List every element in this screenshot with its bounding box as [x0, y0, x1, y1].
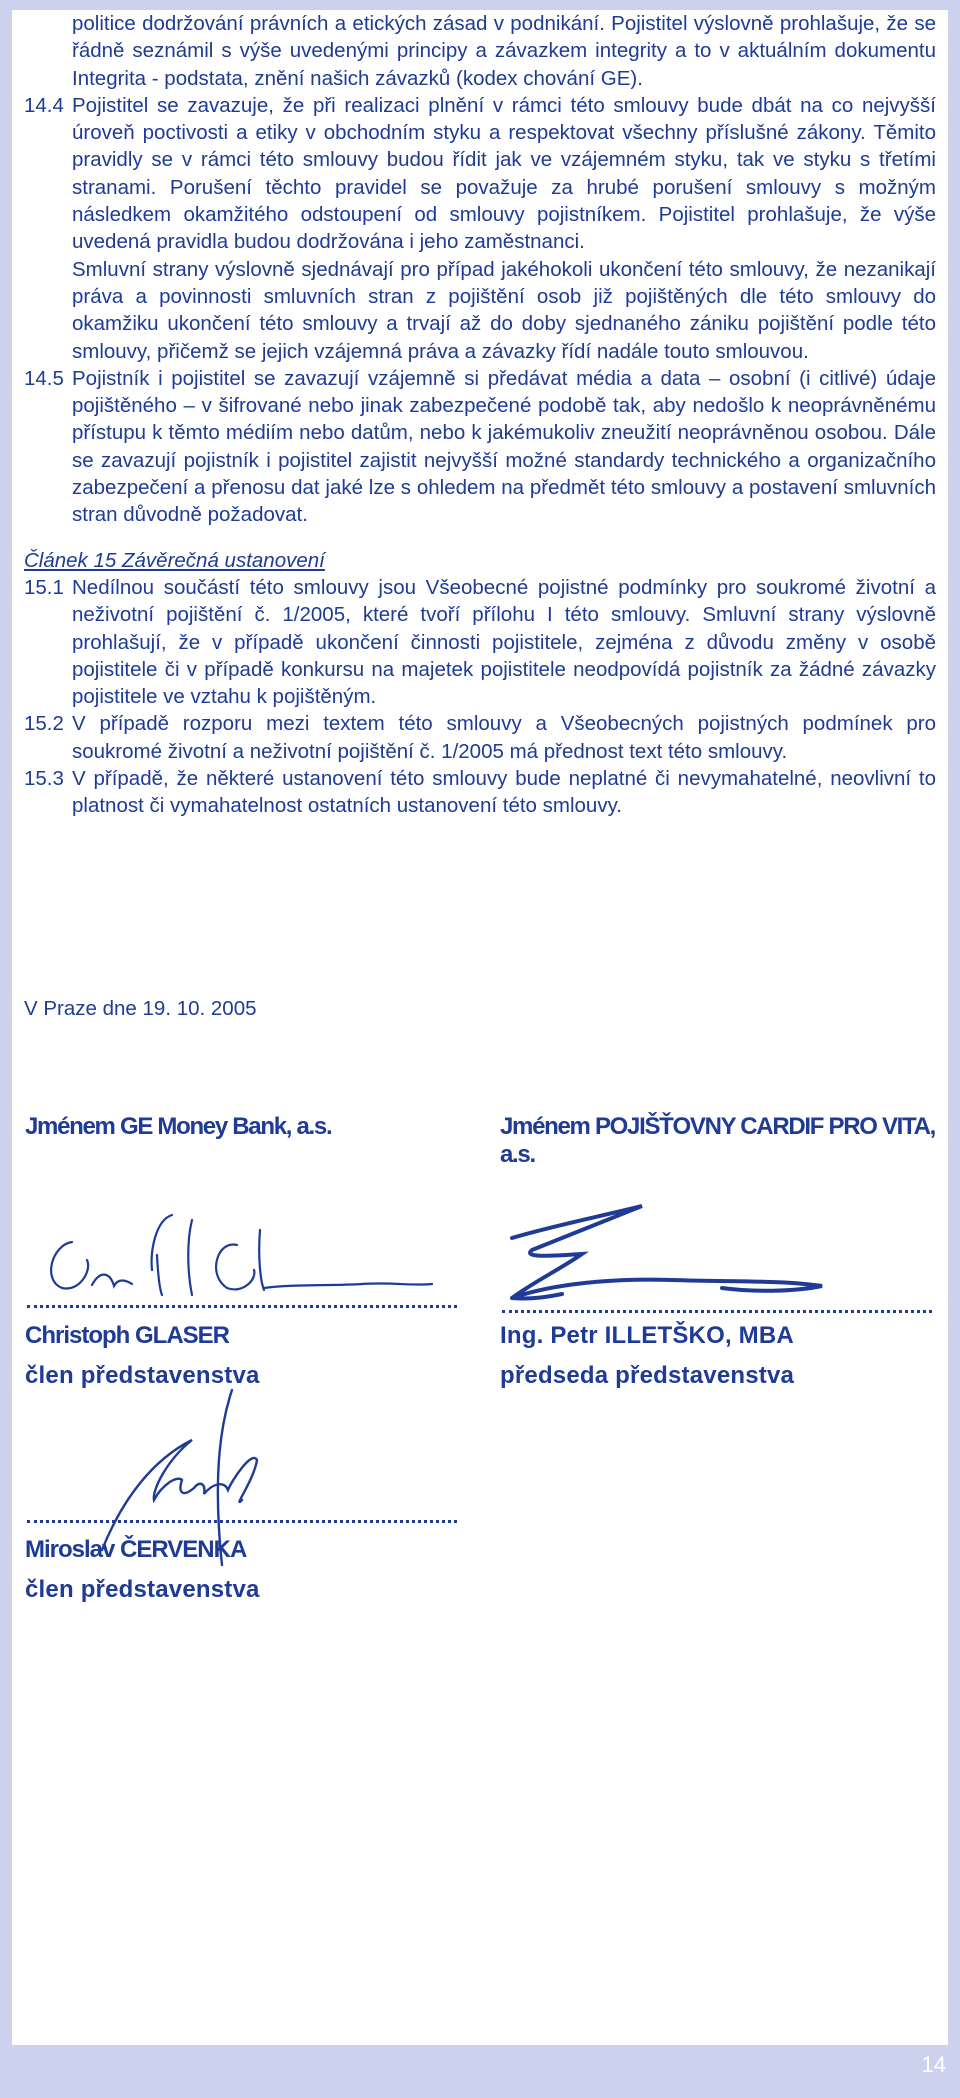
- paragraph-text: V případě, že některé ustanovení této smlouvy bude neplatné či nevymahatelné, neovlivní to platnost či vymahatelnost ostatních ustanovení této smlouvy.: [72, 767, 936, 818]
- signature-line-left-2: [27, 1520, 457, 1523]
- paragraph-14-5: [24, 365, 936, 529]
- date-line: V Praze dne 19. 10. 2005: [24, 997, 257, 1020]
- paragraph-text: Smluvní strany výslovně sjednávají pro případ jakéhokoli ukončení této smlouvy, že nezanikají práva a povinnosti smluvních stran z pojištění osob již pojištěných dle této smlouvy do okamžiku ukončení této smlouvy a trvají až do doby sjednaného zániku pojištění podle této smlouvy, přičemž se jejich vzájemná práva a závazky řídí nadále touto smlouvou.: [72, 257, 936, 363]
- signatory-name: Ing. Petr ILLETŠKO, MBA: [500, 1322, 794, 1349]
- page-number: 14: [921, 2052, 946, 2077]
- paragraph-15-2: [24, 710, 936, 765]
- document-page: [12, 10, 948, 2045]
- paragraph-text: Pojistitel se zavazuje, že při realizaci plnění v rámci této smlouvy bude dbát na co nejvyšší úroveň poctivosti a etiky v obchodním styku a respektovat všechny příslušné zákony. Těmito pravidly se v rámci této smlouvy budou řídit jak ve vzájemném styku, tak ve styku s třetími stranami. Porušení těchto pravidel se považuje za hrubé porušení smlouvy s možným následkem okamžitého odstoupení od smlouvy pojistníkem. Pojistitel prohlašuje, že výše uvedená pravidla budou dodržována i jeho zaměstnanci.: [72, 93, 936, 254]
- signatory-name: Christoph GLASER: [25, 1322, 229, 1349]
- right-company-label: [500, 1113, 948, 1169]
- signature-line-left-1: [27, 1305, 457, 1308]
- left-company-label: [25, 1113, 331, 1141]
- paragraph-14-4-termination: [24, 256, 936, 365]
- signatory-role: člen představenstva: [25, 1576, 260, 1603]
- company-name: Jménem POJIŠŤOVNY CARDIF PRO VITA, a.s.: [500, 1113, 936, 1168]
- signatory-role: předseda představenstva: [500, 1362, 795, 1389]
- paragraph-text: politice dodržování právních a etických zásad v podnikání. Pojistitel výslovně prohlašuje, že se řádně seznámil s výše uvedenými principy a závazkem integrity a to v aktuálním dokumentu Integrita - podstata, znění našich závazků (kodex chování GE).: [72, 12, 936, 90]
- paragraph-number: 15.3: [24, 767, 64, 791]
- signatory-name: Miroslav ČERVENKA: [25, 1536, 247, 1563]
- paragraph-14-4: [24, 92, 936, 256]
- paragraph-number: 14.4: [24, 93, 64, 117]
- paragraph-15-1: [24, 574, 936, 710]
- contract-text: [24, 10, 936, 820]
- paragraph-number: 15.1: [24, 575, 64, 599]
- paragraph-number: 15.2: [24, 712, 64, 736]
- paragraph-text: V případě rozporu mezi textem této smlouvy a Všeobecných pojistných podmínek pro soukromé životní a neživotní pojištění č. 1/2005 má přednost text této smlouvy.: [72, 712, 936, 763]
- paragraph-15-3: [24, 765, 936, 820]
- paragraph-number: 14.5: [24, 366, 64, 390]
- signatory-left-2: [25, 1536, 260, 1604]
- paragraph-text: Nedílnou součástí této smlouvy jsou Všeobecné pojistné podmínky pro soukromé životní a neživotní pojištění č. 1/2005, které tvoří přílohu I této smlouvy. Smluvní strany výslovně prohlašují, že v případě ukončení činnosti pojistitele, zejména z důvodu změny v osobě pojistitele či v případě konkursu na majetek pojistitele neodpovídá pojistník za žádné závazky pojistitele ve vztahu k pojištěným.: [72, 575, 936, 709]
- signature-glaser: [32, 1200, 452, 1310]
- signatory-role: člen představenstva: [25, 1362, 260, 1389]
- signature-illetsko: [492, 1188, 922, 1318]
- paragraph-14-3-continued: [24, 10, 936, 92]
- article-15-heading: Článek 15 Závěrečná ustanovení: [24, 548, 325, 572]
- company-name: Jménem GE Money Bank, a.s.: [25, 1113, 332, 1140]
- paragraph-text: Pojistník i pojistitel se zavazují vzájemně si předávat média a data – osobní (i citlivé) údaje pojištěného – v šifrované nebo jinak zabezpečené podobě tak, aby nedošlo k neoprávněnému přístupu k těmto médiím nebo datům, nebo k jakémukoliv zneužití neoprávněnou osobou. Dále se zavazují pojistník i pojistitel zajistit nejvyšší možné standardy technického a organizačního zabezpečení a přenosu dat jaké lze s ohledem na předmět této smlouvy a postavení smluvních stran důvodně požadovat.: [72, 366, 936, 527]
- signature-line-right-1: [502, 1310, 932, 1313]
- signatory-right-1: [500, 1322, 794, 1390]
